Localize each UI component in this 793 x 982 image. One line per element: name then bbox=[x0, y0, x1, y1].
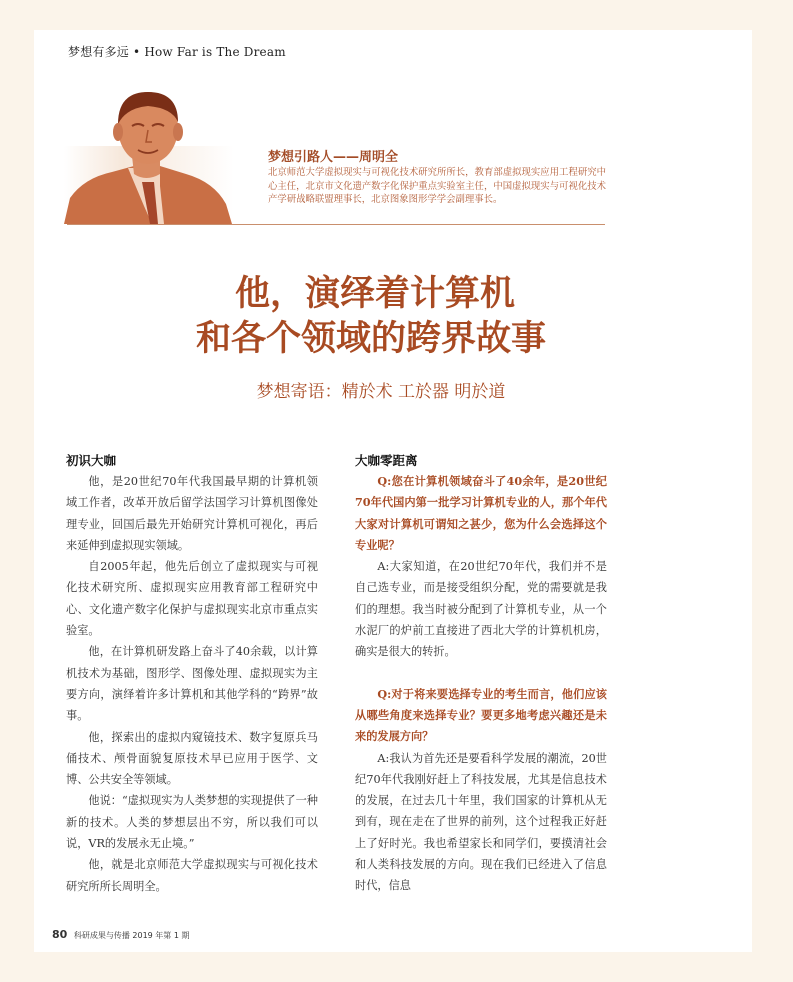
question-2: Q:对于将来要选择专业的考生而言，他们应该从哪些角度来选择专业？要更多地考虑兴趣还是未来的发展方向？ bbox=[355, 686, 607, 744]
spacer bbox=[355, 663, 607, 684]
bio-divider bbox=[67, 224, 605, 225]
left-column bbox=[66, 452, 318, 897]
headline bbox=[34, 272, 752, 362]
left-paragraph: 他说：“虚拟现实为人类梦想的实现提供了一种新的技术。人类的梦想层出不穷，所以我们可以说，VR的发展永无止境。” bbox=[66, 794, 318, 851]
running-head-separator: • bbox=[133, 45, 141, 59]
journal-issue: 科研成果与传播 2019 年第 1 期 bbox=[73, 931, 190, 940]
headline-line-1: 他，演绎着计算机 bbox=[234, 274, 515, 314]
footer bbox=[52, 928, 189, 941]
bio-title: 梦想引路人——周明全 bbox=[268, 150, 399, 165]
left-paragraph: 自2005年起，他先后创立了虚拟现实与可视化技术研究所、虚拟现实应用教育部工程研究中心、文化遗产数字化保护与虚拟现实北京市重点实验室。 bbox=[66, 560, 318, 638]
right-section-heading: 大咖零距离 bbox=[355, 453, 418, 468]
running-head-en: How Far is The Dream bbox=[144, 45, 286, 59]
left-paragraph: 他，是20世纪70年代我国最早期的计算机领域工作者，改革开放后留学法国学习计算机图像处理专业，回国后最先开始研究计算机可视化，再后来延伸到虚拟现实领域。 bbox=[66, 475, 318, 552]
left-paragraph: 他，探索出的虚拟内窥镜技术、数字复原兵马俑技术、颅骨面貌复原技术早已应用于医学、文博、公共安全等领域。 bbox=[66, 730, 318, 787]
left-section-heading: 初识大咖 bbox=[66, 453, 117, 468]
left-paragraph: 他，就是北京师范大学虚拟现实与可视化技术研究所所长周明全。 bbox=[66, 858, 318, 893]
running-head bbox=[68, 43, 286, 60]
left-paragraph: 他，在计算机研发路上奋斗了40余载，以计算机技术为基础，图形学、图像处理、虚拟现实为主要方向，演绎着许多计算机和其他学科的“跨界”故事。 bbox=[66, 645, 318, 723]
subtitle: 梦想寄语：精於术 工於器 明於道 bbox=[256, 382, 506, 402]
right-column bbox=[355, 452, 607, 897]
headline-line-2: 和各个领域的跨界故事 bbox=[195, 319, 546, 359]
answer-2: A:我认为首先还是要看科学发展的潮流，20世纪70年代我刚好赶上了科技发展，尤其是信息技术的发展，在过去几十年里，我们国家的计算机从无到有，现在走在了世界的前列，这个过程我正好赶上了好时光。我也希望家长和同学们，要摸清社会和人类科技发展的方向。现在我们已经进入了信息时代，信息 bbox=[355, 751, 607, 893]
portrait-illustration bbox=[64, 86, 234, 224]
question-1: Q:您在计算机领域奋斗了40余年，是20世纪70年代国内第一批学习计算机专业的人，那个年代大家对计算机可谓知之甚少，您为什么会选择这个专业呢？ bbox=[355, 474, 607, 552]
portrait-photo bbox=[64, 86, 234, 224]
running-head-cn: 梦想有多远 bbox=[68, 45, 130, 59]
page bbox=[34, 30, 752, 952]
answer-1: A:大家知道，在20世纪70年代，我们并不是自己选专业，而是接受组织分配，党的需要就是我们的理想。我当时被分配到了计算机专业，从一个水泥厂的炉前工直接进了西北大学的计算机机房，确实是很大的转折。 bbox=[355, 560, 607, 659]
bio-text: 北京师范大学虚拟现实与可视化技术研究所所长，教育部虚拟现实应用工程研究中心主任，北京市文化遗产数字化保护重点实验室主任，中国虚拟现实与可视化技术产学研战略联盟理事长，北京图象图形学学会副理事长。 bbox=[268, 167, 606, 205]
page-number: 80 bbox=[52, 928, 68, 941]
